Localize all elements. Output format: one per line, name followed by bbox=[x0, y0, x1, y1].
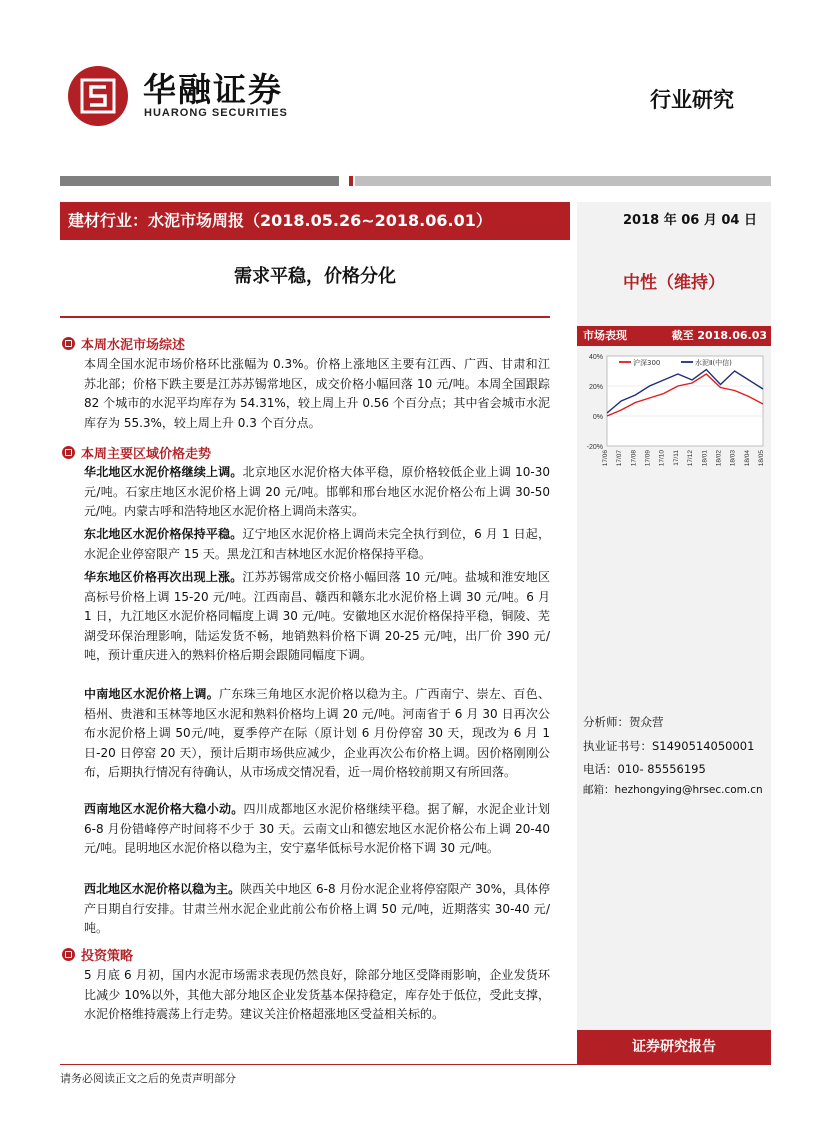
x-tick-label: 18/05 bbox=[758, 450, 765, 467]
x-tick-label: 17/08 bbox=[630, 450, 638, 467]
x-tick-label: 18/04 bbox=[743, 450, 751, 467]
x-tick-label: 17/07 bbox=[616, 450, 624, 467]
y-tick-label: 40% bbox=[588, 354, 603, 361]
x-tick-label: 17/09 bbox=[644, 450, 652, 467]
x-tick-label: 17/11 bbox=[672, 450, 680, 466]
report-title-band: 建材行业：水泥市场周报（2018.05.26~2018.06.01） bbox=[60, 202, 570, 240]
report-date: 2018 年 06 月 04 日 bbox=[577, 202, 771, 240]
x-tick-label: 18/02 bbox=[715, 450, 723, 467]
region-paragraph-east: 华东地区价格再次出现上涨。江苏苏锡常成交价格小幅回落 10 元/吨。盐城和淮安地区高标号价格上调 15-20 元/吨。江西南昌、赣西和赣东北水泥价格上调 30 元/吨。6 月 1 日，九江地区水泥价格同幅度上调 30 元/吨。安徽地区水泥价格保持平稳，铜陵、芜湖受环保治理影响，陆运发货不畅，地销熟料价格下调 20-25 元/吨，出厂价 390 元/吨，预计重庆进入的熟料价格后期会跟随同幅度下调。 bbox=[84, 570, 550, 663]
analyst-license: 执业证书号：S1490514050001 bbox=[583, 739, 755, 753]
region-paragraph-northwest: 西北地区水泥价格以稳为主。陕西关中地区 6-8 月份水泥企业将停窑限产 30%，具体停产日期自行安排。甘肃兰州水泥企业此前公布价格上调 50 元/吨，近期落实 30-40 元/吨。 bbox=[84, 882, 550, 936]
section-bullet-icon bbox=[62, 948, 75, 961]
region-paragraph-southwest: 西南地区水泥价格大稳小动。四川成都地区水泥价格继续平稳。据了解，水泥企业计划 6-8 月份错峰停产时间将不少于 30 天。云南文山和德宏地区水泥价格公布上调 20-40 元/吨。昆明地区水泥价格以稳为主，安宁嘉华低标号水泥价格下调 30 元/吨。 bbox=[84, 802, 550, 856]
logo-mark-icon bbox=[80, 78, 116, 114]
company-logo bbox=[68, 66, 128, 126]
line-chart bbox=[577, 346, 771, 516]
x-tick-label: 17/10 bbox=[658, 450, 666, 467]
brand-name-cn: 华融证券 bbox=[143, 70, 283, 109]
chart-header bbox=[577, 326, 771, 346]
section-heading-regional: 本周主要区域价格走势 bbox=[62, 443, 211, 462]
x-tick-label: 17/12 bbox=[687, 450, 695, 467]
chart-header-title: 市场表现 bbox=[583, 329, 627, 342]
header-divider-light bbox=[355, 176, 771, 186]
section-bullet-icon bbox=[62, 337, 75, 350]
brand-name-en: HUARONG SECURITIES bbox=[144, 107, 288, 119]
strategy-paragraph: 5 月底 6 月初，国内水泥市场需求表现仍然良好，除部分地区受降雨影响，企业发货环比减少 10%以外，其他大部分地区企业发货基本保持稳定，库存处于低位，受此支撑，水泥价格维持震荡上行走势。建议关注价格超涨地区受益相关标的。 bbox=[84, 968, 550, 1022]
main-headline: 需求平稳，价格分化 bbox=[234, 266, 396, 287]
footer-rule bbox=[60, 1064, 771, 1065]
report-type-band: 证券研究报告 bbox=[577, 1030, 771, 1064]
y-tick-label: 20% bbox=[588, 384, 603, 391]
disclaimer-note: 请务必阅读正文之后的免责声明部分 bbox=[60, 1072, 236, 1085]
region-paragraph-northeast: 东北地区水泥价格保持平稳。辽宁地区水泥价格上调尚未完全执行到位，6 月 1 日起，水泥企业停窑限产 15 天。黑龙江和吉林地区水泥价格保持平稳。 bbox=[84, 527, 550, 561]
plot-area bbox=[607, 356, 763, 446]
analyst-email: 邮箱：hezhongying@hrsec.com.cn bbox=[583, 784, 763, 796]
x-tick-label: 18/01 bbox=[701, 450, 709, 467]
y-tick-label: 0% bbox=[592, 414, 603, 421]
market-performance-chart bbox=[577, 326, 771, 516]
section-bullet-icon bbox=[62, 446, 75, 459]
header-divider-accent bbox=[349, 176, 353, 186]
legend-label-1: 水泥Ⅱ(中信) bbox=[695, 359, 732, 367]
x-tick-label: 18/03 bbox=[729, 450, 737, 467]
x-tick-label: 17/06 bbox=[602, 450, 609, 467]
section-heading-summary: 本周水泥市场综述 bbox=[62, 334, 185, 353]
analyst-phone: 电话：010- 85556195 bbox=[583, 762, 706, 776]
rating-label: 中性（维持） bbox=[623, 273, 725, 293]
title-rule bbox=[60, 316, 550, 318]
section-heading-strategy: 投资策略 bbox=[62, 945, 133, 964]
analyst-name: 分析师：贺众营 bbox=[583, 715, 664, 729]
region-paragraph-north: 华北地区水泥价格继续上调。北京地区水泥价格大体平稳，原价格较低企业上调 10-30 元/吨。石家庄地区水泥价格上调 20 元/吨。邯郸和邢台地区水泥价格公布上调 30-50 元/吨。内蒙古呼和浩特地区水泥价格上调尚未落实。 bbox=[84, 465, 550, 519]
legend-label-0: 沪深300 bbox=[633, 359, 661, 367]
report-category: 行业研究 bbox=[650, 87, 734, 112]
header-divider-dark bbox=[60, 176, 339, 186]
summary-paragraph: 本周全国水泥市场价格环比涨幅为 0.3%。价格上涨地区主要有江西、广西、甘肃和江苏北部；价格下跌主要是江苏苏锡常地区，成交价格小幅回落 10 元/吨。本周全国跟踪 82 个城市的水泥平均库存为 54.31%，较上周上升 0.56 个百分点；其中省会城市水泥库存为 55.3%，较上周上升 0.3 个百分点。 bbox=[84, 357, 550, 430]
chart-header-date: 截至 2018.06.03 bbox=[671, 329, 767, 342]
region-paragraph-central-south: 中南地区水泥价格上调。广东珠三角地区水泥价格以稳为主。广西南宁、崇左、百色、梧州、贵港和玉林等地区水泥和熟料价格均上调 20 元/吨。河南省于 6 月 30 日再次公布水泥价格上调 50元/吨，夏季停产在际（原计划 6 月份停窑 30 天，现改为 6 月 1 日-20 日停窑 20 天），预计后期市场供应减少，企业再次公布价格上调。因价格刚刚公布，后期执行情况有待确认，从市场成交情况看，近一周价格较前期又有所回落。 bbox=[84, 687, 550, 780]
y-tick-label: -20% bbox=[586, 444, 603, 451]
